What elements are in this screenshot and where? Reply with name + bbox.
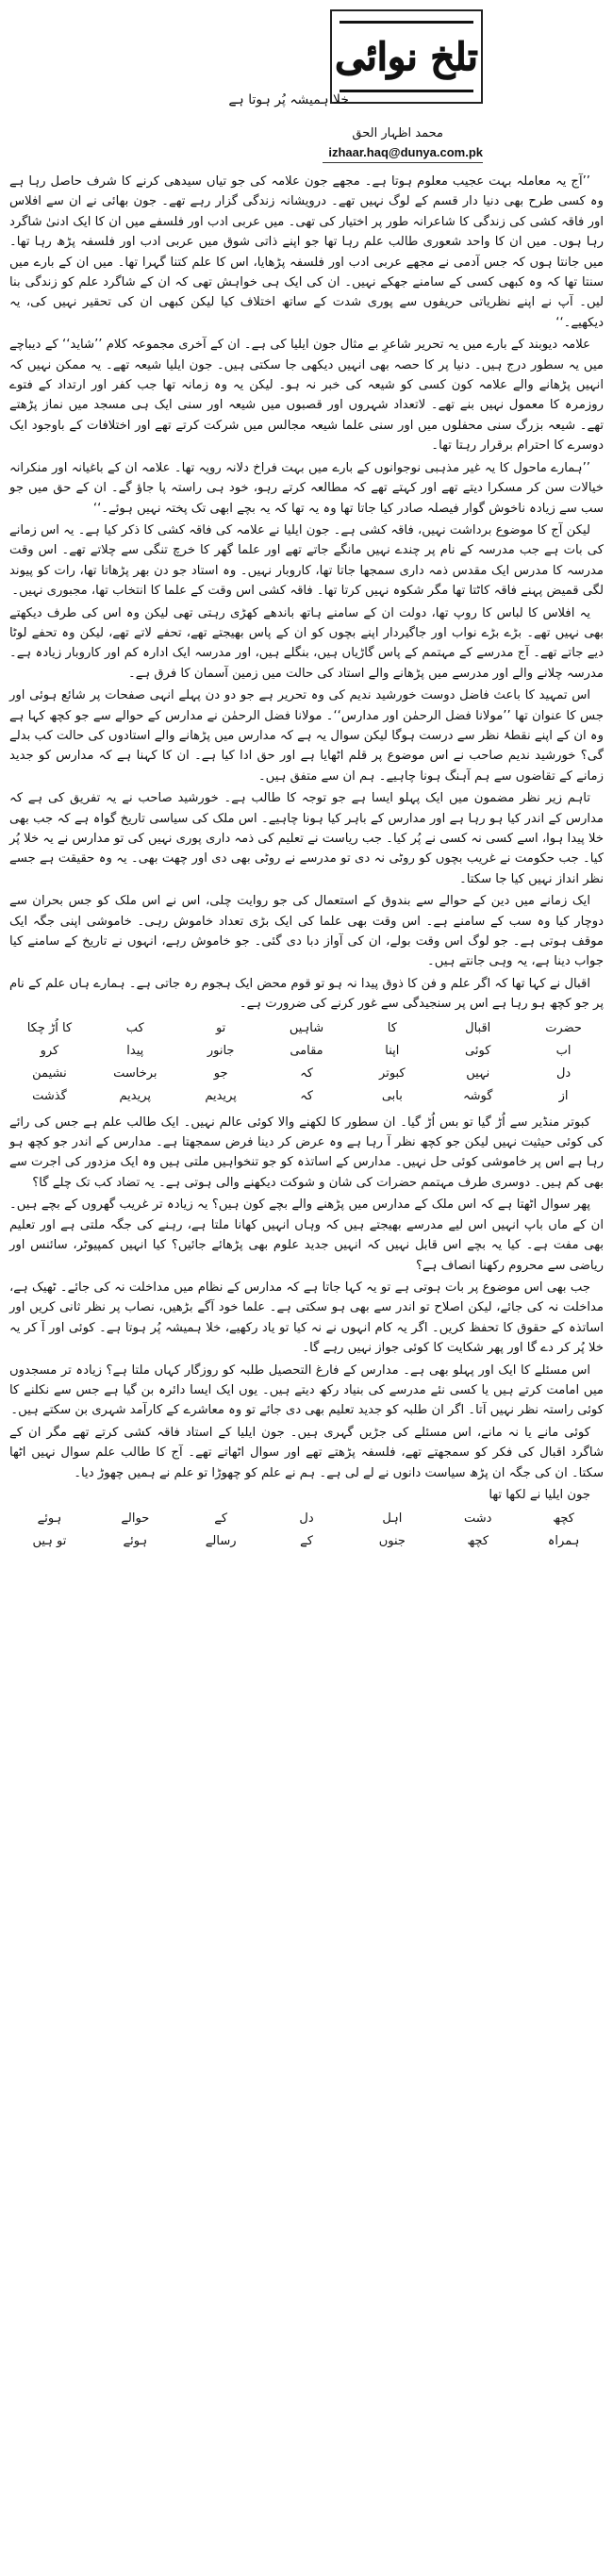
- paragraph: اس تمہید کا باعث فاضل دوست خورشید ندیم کی وہ تحریر ہے جو دو دن پہلے انہی صفحات پر شائع ہوئی اور جس کا عنوان تھا ’’مولانا فضل الرحمٰن اور مدارس‘‘۔ مولانا فضل الرحمٰن نے مدارس کے حوالے سے جو کچھ کہا ہے وہ ان کے اپنے نقطۂ نظر سے درست ہوگا لیکن سوال یہ ہے کہ مدارس میں پڑھانے والے استادوں کی حالت کب بدلے گی؟ خورشید ندیم صاحب نے اس موضوع پر قلم اٹھایا ہے اور حق ادا کیا ہے۔ ان کا کہنا ہے کہ مدارس کو جدید زمانے کے تقاضوں سے ہم آہنگ ہونا چاہیے۔ ہم ان سے متفق ہیں۔: [9, 688, 604, 784]
- poetry-word: پریدیم: [205, 1088, 237, 1103]
- poetry-word: برخاست: [113, 1065, 157, 1081]
- article-body: [9, 172, 604, 1552]
- poetry-block: [9, 1018, 604, 1107]
- poetry-word: دشت: [464, 1511, 492, 1527]
- paragraph: ایک زمانے میں دین کے حوالے سے بندوق کے استعمال کی جو روایت چلی، اس نے اس ملک کو جس بحران سے دوچار کیا وہ سب کے سامنے ہے۔ اس وقت بھی علما کی ایک بڑی تعداد خاموش رہی۔ خاموشی اپنی جگہ ایک موقف ہوتی ہے۔ جو لوگ اس وقت بولے، ان کی آواز دبا دی گئی۔ جو خاموش رہے، انہوں نے تاریخ کے سامنے کیا جواب دینا ہے، یہ وہی جانتے ہیں۔: [9, 894, 604, 969]
- logo-bottom-rule: [340, 90, 473, 92]
- poetry-word: جو: [213, 1065, 228, 1081]
- poetry-word: شاہیں: [289, 1020, 324, 1035]
- paragraph: علامہ دیوبند کے بارے میں یہ تحریر شاعرِ بے مثال جون ایلیا کی ہے۔ ان کے آخری مجموعہ کلام ’’شاید‘‘ کے دیباچے میں یہ سطور درج ہیں۔ دنیا پر کا حصہ بھی انہیں دیکھی جا سکتی ہیں۔ جون ایلیا شیعہ تھے۔ یہ ممکن نہیں کہ انہیں پڑھانے والے علامہ کون کسی کو شیعہ کی خبر نہ ہو۔ لیکن یہ وہ زمانہ تھا جب کفر اور ارتداد کے فتوے روزمرہ کا معمول نہیں بنے تھے۔ لاتعداد شہروں اور قصبوں میں شیعہ اور سنی ایک ہی مسجد میں نماز پڑھتے تھے۔ شیعہ بزرگ سنی محفلوں میں اور سنی علما شیعہ مجالس میں شرکت کرتے تھے اور اختلافات کے باوجود ایک دوسرے کا احترام برقرار رہتا تھا۔: [9, 338, 604, 454]
- poetry-word: ہمراہ: [547, 1534, 580, 1549]
- poetry-word: حضرت: [545, 1020, 582, 1035]
- poetry-word: کہ: [300, 1065, 313, 1081]
- poetry-word: گذشت: [32, 1088, 67, 1103]
- poetry-word: جانور: [207, 1043, 235, 1058]
- poetry-footer-block: [9, 1509, 604, 1552]
- paragraph: پھر سوال اٹھتا ہے کہ اس ملک کے مدارس میں پڑھنے والے بچے کون ہیں؟ یہ زیادہ تر غریب گھروں کے بچے ہیں۔ ان کے ماں باپ انہیں اس لیے مدرسے بھیجتے ہیں کہ وہاں انہیں کھانا ملتا ہے، رہنے کی جگہ ملتی ہے اور تعلیم بھی مفت ہے۔ کیا یہ بچے اس قابل نہیں کہ انہیں جدید علوم بھی پڑھائے جائیں؟ کیا انہیں کمپیوٹر، سائنس اور ریاضی سے محروم رکھنا انصاف ہے؟: [9, 1197, 604, 1273]
- poetry-word: اقبال: [465, 1020, 491, 1035]
- paragraph: لیکن آج کا موضوع برداشت نہیں، فاقہ کشی ہے۔ جون ایلیا نے علامہ کی فاقہ کشی کا ذکر کیا ہے۔ یہ اس زمانے کی بات ہے جب مدرسہ کے نام پر چندے نہیں مانگے جاتے تھے اور علما گھر کا خرچ تنگی سے چلاتے تھے۔ اس وقت مدرسہ کا مدرس ایک مقدس ذمہ داری سمجھا جاتا تھا، کاروبار نہیں۔ وہ استاد جو دن بھر پڑھاتا تھا، رات کو پیوند لگی قمیض پہنے فاقہ کاٹتا تھا مگر شکوہ نہیں کرتا تھا۔ فاقہ کشی اس وقت کے علما کا انتخاب تھا، مجبوری نہیں۔: [9, 522, 604, 599]
- poetry-word: مقامی: [290, 1043, 323, 1058]
- poetry-word: کے: [214, 1511, 228, 1527]
- poetry-word: ہوئے: [37, 1511, 62, 1527]
- column-subtitle: خلا ہمیشہ پُر ہوتا ہے: [228, 92, 349, 107]
- paragraph: جب بھی اس موضوع پر بات ہوتی ہے تو یہ کہا جاتا ہے کہ مدارس کے نظام میں مداخلت نہ کی جائے۔ ٹھیک ہے، مداخلت نہ کی جائے، لیکن اصلاح تو اندر سے بھی ہو سکتی ہے۔ علما خود آگے بڑھیں، نصاب پر نظر ثانی کریں اور اساتذہ کے حقوق کا تحفظ کریں۔ اگر یہ کام انہوں نے نہ کیا تو یاد رکھیے، خلا ہمیشہ پُر ہوتا ہے۔ کوئی اور آ کر یہ خلا پُر کر دے گا اور پھر شکایت کا کوئی جواز نہیں رہے گا۔: [9, 1280, 604, 1356]
- poetry-word: کچھ: [467, 1534, 489, 1549]
- poetry-word: گوشہ: [463, 1088, 493, 1103]
- poetry-word: پیدا: [126, 1043, 144, 1058]
- email-underline: [323, 162, 483, 163]
- poetry-word: رسالے: [205, 1534, 237, 1549]
- paragraph: اس مسئلے کا ایک اور پہلو بھی ہے۔ مدارس کے فارغ التحصیل طلبہ کو روزگار کہاں ملتا ہے؟ زیادہ تر مسجدوں میں امامت کرتے ہیں یا کسی نئے مدرسے کی بنیاد رکھ دیتے ہیں۔ یوں ایک ایسا دائرہ بن گیا ہے جس سے نکلنے کا کوئی راستہ نظر نہیں آتا۔ اگر ان طلبہ کو جدید تعلیم بھی دی جائے تو وہ معاشرے کے کارآمد شہری بن سکتے ہیں۔: [9, 1362, 604, 1418]
- poetry-word: کب: [125, 1020, 144, 1035]
- paragraph: کوئی مانے یا نہ مانے، اس مسئلے کی جڑیں گہری ہیں۔ جون ایلیا کے استاد فاقہ کشی کرتے تھے مگر ان کے شاگرد اقبال کی فکر کو سمجھتے تھے، فلسفہ پڑھتے تھے اور سوال اٹھاتے تھے۔ آج کا طالب علم سوال نہیں اٹھا سکتا۔ ان کی جگہ ان پڑھ سیاست دانوں نے لے لی ہے۔ ہم نے علم کو چھوڑا تو علم نے ہمیں چھوڑ دیا۔: [9, 1425, 604, 1480]
- poetry-word: نہیں: [466, 1065, 490, 1081]
- paragraph: تاہم زیر نظر مضمون میں ایک پہلو ایسا ہے جو توجہ کا طالب ہے۔ خورشید صاحب نے یہ تفریق کی ہے کہ مدارس کے اندر کیا ہو رہا ہے اور مدارس کے باہر کیا ہونا چاہیے۔ اس ملک کی سیاسی تاریخ گواہ ہے کہ جب بھی خلا پیدا ہوا، اسے کسی نہ کسی نے پُر کیا۔ جب ریاست نے تعلیم کی ذمہ داری پوری نہیں کی تو مدارس نے یہ خلا پُر کیا۔ جب حکومت نے غریب بچوں کو روٹی نہ دی تو مدرسے نے روٹی بھی دی اور چھت بھی۔ یہ وہ حقیقت ہے جسے نظر انداز نہیں کیا جا سکتا۔: [9, 791, 604, 886]
- poetry-word: بابی: [381, 1088, 403, 1103]
- poetry-word: کہ: [300, 1088, 313, 1103]
- author-email[interactable]: izhaar.haq@dunya.com.pk: [328, 145, 483, 159]
- poetry-word: ہوئے: [123, 1534, 148, 1549]
- paragraph: ’’آج یہ معاملہ بہت عجیب معلوم ہوتا ہے۔ مجھے جون علامہ کی جو تیاں سیدھی کرنے کا شرف حاصل رہا ہے وہ کسی طرح بھی دنیا دار قسم کے لوگ نہیں تھے۔ درویشانہ زندگی گزار رہے تھے۔ جون بھائی نے ان سے افلاس اور فاقہ کشی کی زندگی کا شاعرانہ طور پر اختیار کی تھی۔ میں عربی ادب اور فلسفے میں ان کا ایک ادنیٰ شاگرد رہا ہوں۔ میں ان کا واحد شعوری طالب علم رہا تھا جو اپنے ذاتی شوق میں عربی ادب اور فلسفہ پڑھ رہا تھا۔ میں جانتا ہوں کہ جس آدمی نے مجھے عربی ادب اور فلسفہ پڑھایا، اس کا علم کتنا گہرا تھا۔ میں ان کے بارے میں سنتا تھا کہ وہ کبھی کسی کے سامنے جھکے نہیں۔ ان کی ایک ہی خواہش تھی کہ ان کے شاگرد علم کو زندگی بنا لیں۔ آپ نے اپنے نظریاتی حریفوں سے پوری شدت کے ساتھ اختلاف کیا لیکن کبھی ان کی تحقیر نہیں کی، یہ دیکھیے۔‘‘: [9, 174, 604, 330]
- paragraph: اقبال نے کہا تھا کہ اگر علم و فن کا ذوق پیدا نہ ہو تو قوم محض ایک ہجوم رہ جاتی ہے۔ ہمارے ہاں علم کے نام پر جو کچھ ہو رہا ہے اس پر سنجیدگی سے غور کرنے کی ضرورت ہے۔: [9, 976, 604, 1012]
- poetry-word: کا: [387, 1020, 397, 1035]
- poetry-word: کچھ: [553, 1511, 574, 1527]
- poetry-word: نشیمن: [32, 1065, 67, 1081]
- poetry-word: حوالے: [121, 1511, 150, 1527]
- paragraph: کبوتر منڈیر سے اُڑ گیا تو بس اُڑ گیا۔ ان سطور کا لکھنے والا کوئی عالم نہیں۔ ایک طالب علم ہے جس کی رائے کی کوئی حیثیت نہیں لیکن جو کچھ نظر آ رہا ہے وہ عرض کر دینا فرض سمجھتا ہے۔ مدارس کے اندر جو کچھ ہو رہا ہے اس پر خاموشی کوئی حل نہیں۔ مدارس کے اساتذہ کو جو تنخواہیں ملتی ہیں وہ ایک مزدور کی اجرت سے بھی کم ہیں۔ دوسری طرف مہتمم حضرات کی شان و شوکت دیکھنے والی ہوتی ہے۔ یہ تضاد کب تک چلے گا؟: [9, 1115, 604, 1190]
- poetry-word: اہل: [382, 1511, 403, 1527]
- poetry-word: تو: [215, 1020, 226, 1035]
- poetry-word: جنوں: [378, 1534, 406, 1549]
- poetry-word: دل: [555, 1065, 572, 1081]
- column-name: تلخ نوائی: [335, 34, 478, 79]
- poetry-word: اب: [555, 1043, 572, 1058]
- poetry-word: از: [558, 1088, 569, 1103]
- paragraph: جون ایلیا نے لکھا تھا: [489, 1487, 590, 1502]
- poetry-word: کے: [300, 1534, 313, 1549]
- column-logo: [330, 9, 483, 104]
- poetry-word: پریدیم: [119, 1088, 152, 1103]
- paragraph: ’’ہمارے ماحول کا یہ غیر مذہبی نوجوانوں کے بارے میں بہت فراخ دلانہ رویہ تھا۔ علامہ ان کے باغیانہ اور منکرانہ خیالات سن کر مسکرا دیتے تھے اور کہتے تھے کہ مطالعہ کرتے رہو، خود ہی راستہ پا جاؤ گے۔ ان کے حق میں جو سب سے زیادہ ناخوش گوار فیصلہ صادر کیا جاتا تھا وہ یہ تھا کہ یہ بچے ابھی تک پختہ نہیں ہوئے۔‘‘: [9, 460, 604, 516]
- poetry-word: کبوتر: [379, 1065, 406, 1081]
- logo-top-rule: [340, 21, 473, 24]
- poetry-word: کرو: [40, 1043, 59, 1058]
- poetry-word: اپنا: [385, 1043, 400, 1058]
- column-header: [9, 6, 604, 164]
- poetry-word: کوئی: [465, 1043, 491, 1058]
- poetry-word: دل: [299, 1511, 314, 1527]
- author-name: محمد اظہار الحق: [352, 126, 443, 140]
- poetry-word: تو ہیں: [32, 1534, 67, 1549]
- paragraph: یہ افلاس کا لباس کا روپ تھا، دولت ان کے سامنے ہاتھ باندھے کھڑی رہتی تھی لیکن وہ اس کی طرف دیکھتے بھی نہیں تھے۔ بڑے بڑے نواب اور جاگیردار اپنے بچوں کو ان کے پاس بھیجتے تھے، تحفے لاتے تھے، لیکن وہ تحفے لوٹا دیے جاتے تھے۔ آج مدرسے کے مہتمم کے پاس گاڑیاں ہیں، بنگلے ہیں، اور مدرسہ ایک ادارہ کم اور کاروبار زیادہ ہے۔ مدرسہ چلانے والے اور مدرسے میں پڑھانے والے استاد کی حالت میں زمین آسمان کا فرق ہے۔: [9, 605, 604, 681]
- poetry-word: کا اُڑ چکا: [26, 1020, 73, 1035]
